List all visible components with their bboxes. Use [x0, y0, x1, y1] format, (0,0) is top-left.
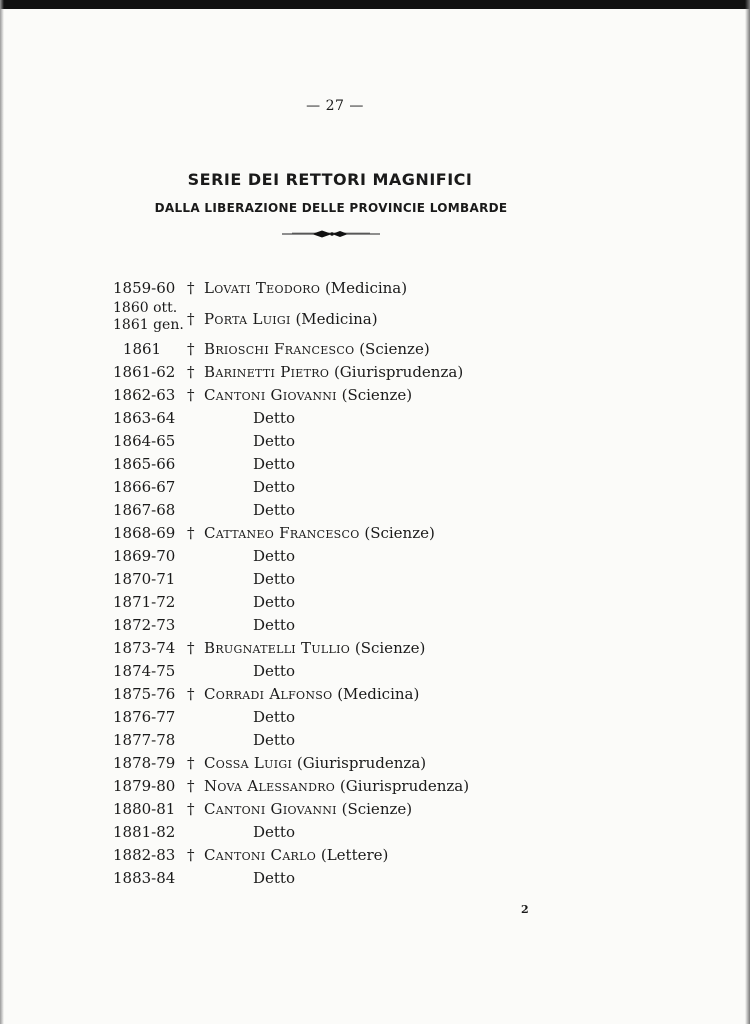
- rector-row: [113, 867, 533, 890]
- rector-years: 1864-65: [113, 432, 176, 450]
- rector-years: 1869-70: [113, 547, 176, 565]
- dagger-icon: †: [187, 386, 195, 404]
- rector-years: 1874-75: [113, 662, 176, 680]
- rector-row: [113, 430, 533, 453]
- rector-years: 1871-72: [113, 593, 176, 611]
- rector-row: [113, 545, 533, 568]
- rector-years: 1877-78: [113, 731, 176, 749]
- ditto-text: Detto: [253, 616, 295, 634]
- rector-entry: [204, 844, 388, 867]
- rector-entry: [204, 522, 435, 545]
- ditto-text: Detto: [253, 432, 295, 450]
- rector-faculty: (Medicina): [324, 279, 408, 297]
- page-top-edge: [0, 0, 750, 9]
- rector-years: 1880-81: [113, 800, 176, 818]
- rector-faculty: (Giurisprudenza): [296, 754, 427, 772]
- rector-row: [113, 476, 533, 499]
- ornament-divider-icon: [282, 227, 380, 241]
- rector-name: Corradi Alfonso: [204, 685, 333, 703]
- rector-years-line2: 1861 gen.: [113, 317, 184, 333]
- rector-years: 1878-79: [113, 754, 176, 772]
- page-title: SERIE DEI RETTORI MAGNIFICI: [187, 170, 473, 189]
- rector-faculty: (Giurisprudenza): [339, 777, 470, 795]
- rector-years: 1861-62: [113, 363, 176, 381]
- ditto-text: Detto: [253, 869, 295, 887]
- rector-faculty: (Scienze): [364, 524, 435, 542]
- rector-years: 1867-68: [113, 501, 176, 519]
- rector-row: [113, 660, 533, 683]
- rector-entry: [204, 308, 378, 331]
- rector-name: Nova Alessandro: [204, 777, 336, 795]
- rector-row: [113, 453, 533, 476]
- rector-row: [113, 729, 533, 752]
- rector-name: Cattaneo Francesco: [204, 524, 360, 542]
- page-left-edge: [0, 0, 4, 1024]
- rector-years: 1865-66: [113, 455, 176, 473]
- rector-years: 1861: [122, 340, 162, 358]
- dagger-icon: †: [187, 340, 195, 358]
- rector-faculty: (Giurisprudenza): [333, 363, 464, 381]
- ditto-text: Detto: [253, 547, 295, 565]
- ditto-text: Detto: [253, 593, 295, 611]
- dagger-icon: †: [187, 846, 195, 864]
- rector-row: [113, 683, 533, 706]
- rector-row: [113, 300, 533, 338]
- rectors-list: [113, 277, 533, 890]
- rector-name: Brioschi Francesco: [204, 340, 355, 358]
- rector-row: [113, 522, 533, 545]
- rector-name: Cossa Luigi: [204, 754, 293, 772]
- rector-years: 1876-77: [113, 708, 176, 726]
- rector-years: 1882-83: [113, 846, 176, 864]
- rector-name: Cantoni Giovanni: [204, 386, 337, 404]
- rector-row: [113, 568, 533, 591]
- rector-row: [113, 384, 533, 407]
- rector-entry: [204, 775, 469, 798]
- rector-row: [113, 798, 533, 821]
- rector-name: Barinetti Pietro: [204, 363, 330, 381]
- rector-years: 1883-84: [113, 869, 176, 887]
- rector-row: [113, 591, 533, 614]
- dagger-icon: †: [187, 777, 195, 795]
- dagger-icon: †: [187, 639, 195, 657]
- rector-years: 1859-60: [113, 279, 176, 297]
- rector-years: 1870-71: [113, 570, 176, 588]
- rector-entry: [204, 338, 430, 361]
- ditto-text: Detto: [253, 731, 295, 749]
- ditto-text: Detto: [253, 478, 295, 496]
- ditto-text: Detto: [253, 455, 295, 473]
- rector-row: [113, 499, 533, 522]
- rector-faculty: (Scienze): [341, 800, 413, 818]
- rector-row: [113, 706, 533, 729]
- rector-years: 1872-73: [113, 616, 176, 634]
- rector-faculty: (Medicina): [337, 685, 420, 703]
- page-subtitle: DALLA LIBERAZIONE DELLE PROVINCIE LOMBARDE: [154, 201, 508, 215]
- signature-mark: 2: [521, 903, 529, 916]
- dagger-icon: †: [187, 279, 195, 297]
- rector-entry: [204, 637, 425, 660]
- rector-entry: [204, 752, 426, 775]
- dagger-icon: †: [187, 754, 195, 772]
- rector-years: [113, 300, 184, 334]
- rector-years: 1868-69: [113, 524, 176, 542]
- dagger-icon: †: [187, 363, 195, 381]
- dagger-icon: †: [187, 800, 195, 818]
- rector-years: 1881-82: [113, 823, 176, 841]
- rector-entry: [204, 683, 419, 706]
- rector-row: [113, 775, 533, 798]
- dagger-icon: †: [187, 310, 195, 328]
- rector-row: [113, 844, 533, 867]
- rector-row: [113, 407, 533, 430]
- rector-row: [113, 614, 533, 637]
- dagger-icon: †: [187, 685, 195, 703]
- rector-row: [113, 361, 533, 384]
- rector-years: 1879-80: [113, 777, 176, 795]
- rector-years-line1: 1860 ott.: [113, 300, 178, 316]
- rector-entry: [204, 384, 412, 407]
- page-number: — 27 —: [306, 98, 364, 114]
- rector-name: Cantoni Giovanni: [204, 800, 337, 818]
- rector-faculty: (Lettere): [320, 846, 389, 864]
- rector-row: [113, 752, 533, 775]
- rector-name: Brugnatelli Tullio: [204, 639, 351, 657]
- rector-row: [113, 637, 533, 660]
- rector-entry: [204, 361, 463, 384]
- dagger-icon: †: [187, 524, 195, 542]
- rector-name: Porta Luigi: [204, 310, 291, 328]
- rector-years: 1875-76: [113, 685, 176, 703]
- ditto-text: Detto: [253, 570, 295, 588]
- rector-faculty: (Scienze): [341, 386, 413, 404]
- ditto-text: Detto: [253, 662, 295, 680]
- rector-years: 1862-63: [113, 386, 176, 404]
- ditto-text: Detto: [253, 409, 295, 427]
- ditto-text: Detto: [253, 823, 295, 841]
- rector-entry: [204, 798, 412, 821]
- ditto-text: Detto: [253, 708, 295, 726]
- ditto-text: Detto: [253, 501, 295, 519]
- rector-faculty: (Scienze): [359, 340, 430, 358]
- page-right-edge: [745, 0, 750, 1024]
- rector-name: Cantoni Carlo: [204, 846, 317, 864]
- rector-years: 1866-67: [113, 478, 176, 496]
- rector-faculty: (Scienze): [354, 639, 426, 657]
- rector-row: [113, 338, 533, 361]
- rector-row: [113, 277, 533, 300]
- rector-faculty: (Medicina): [295, 310, 378, 328]
- rector-name: Lovati Teodoro: [204, 279, 321, 297]
- rector-years: 1863-64: [113, 409, 176, 427]
- rector-years: 1873-74: [113, 639, 176, 657]
- rector-row: [113, 821, 533, 844]
- rector-entry: [204, 277, 407, 300]
